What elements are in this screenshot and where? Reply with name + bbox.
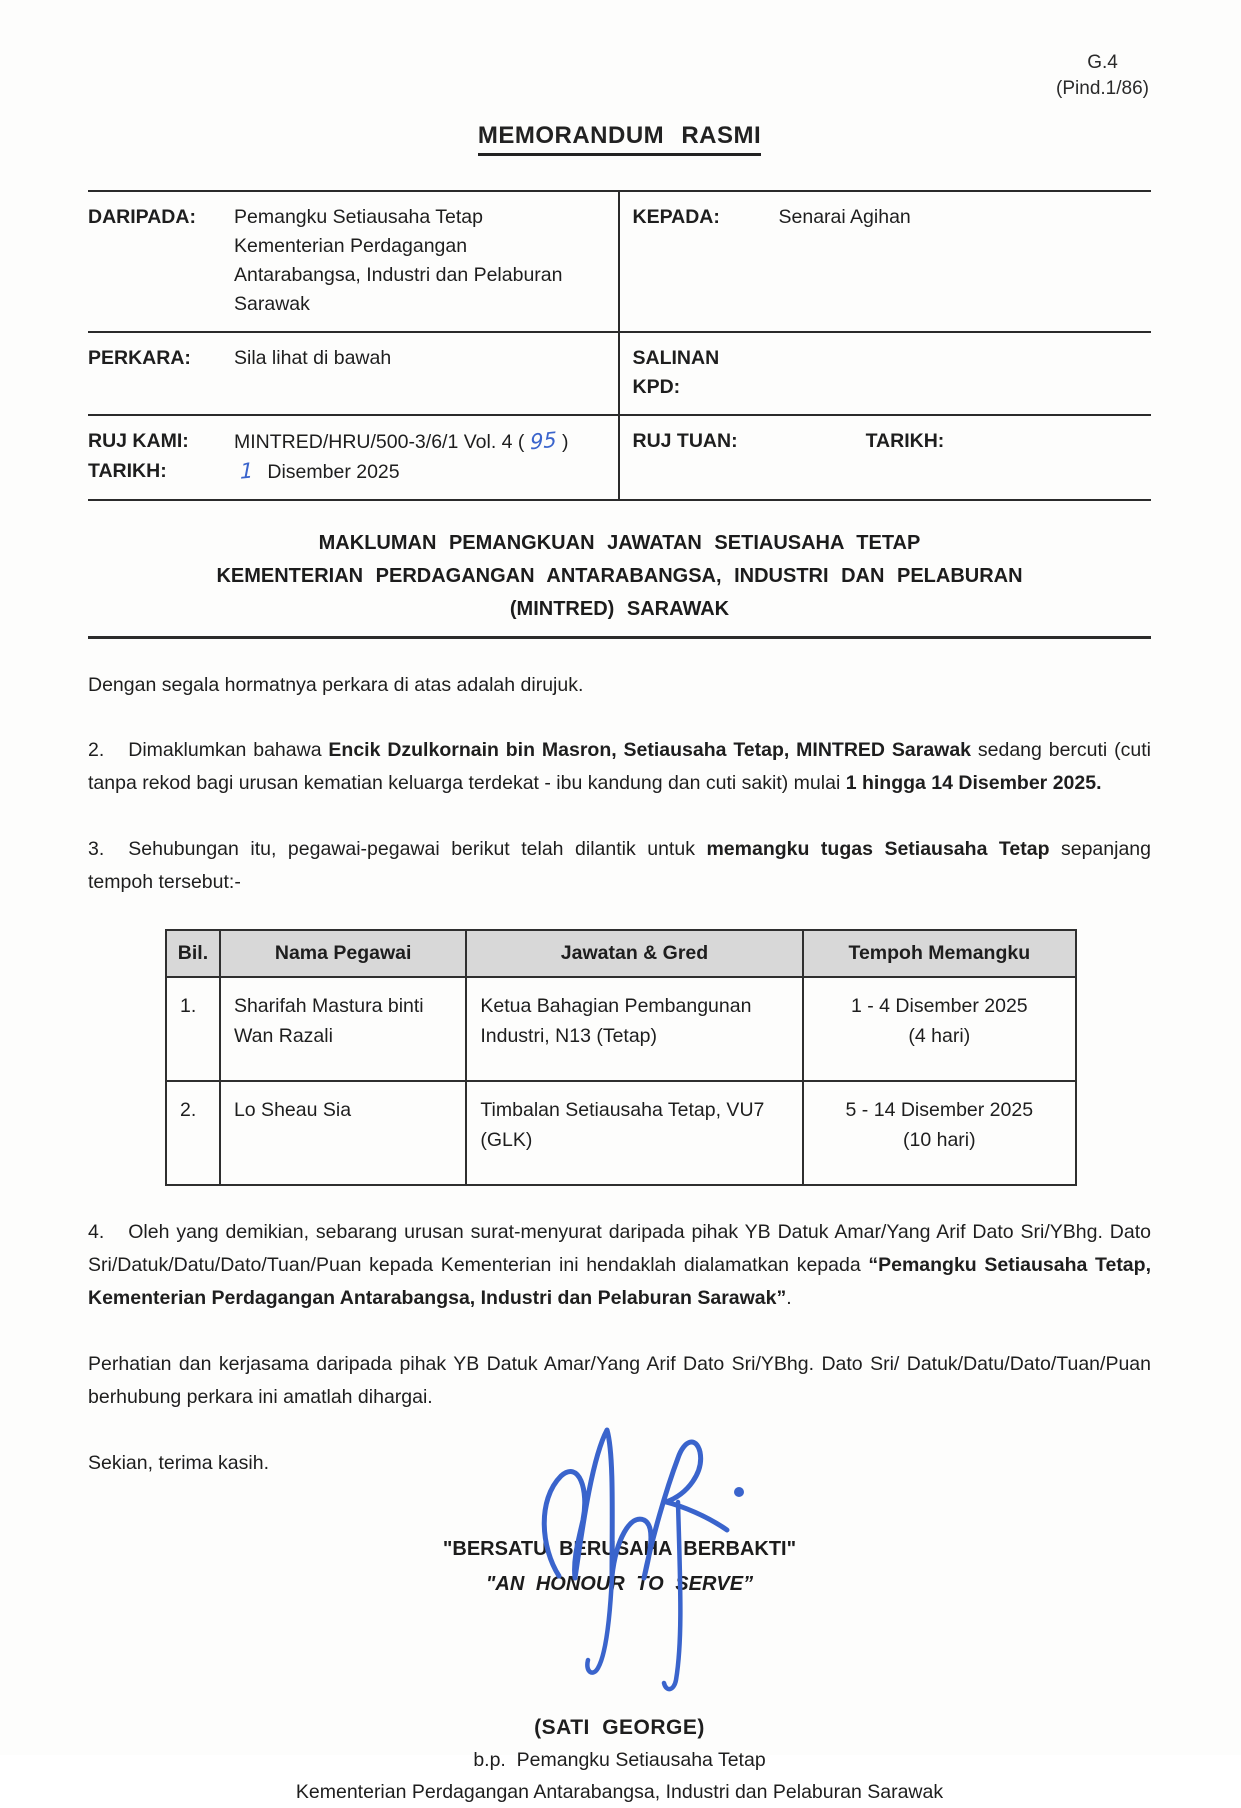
header-bil: Bil. [166,930,220,977]
paragraph-1: Dengan segala hormatnya perkara di atas adalah dirujuk. [88,674,584,696]
cell-nama: Sharifah Mastura binti Wan Razali [220,977,466,1081]
table-row [166,1081,1076,1185]
signatory-title: b.p. Pemangku Setiausaha Tetap [473,1749,766,1771]
form-code-block [1056,50,1149,102]
cell-nama: Lo Sheau Sia [220,1081,466,1185]
kepada-value: Senarai Agihan [778,206,911,228]
memo-header-table [88,190,1151,501]
form-code: G.4 [1087,52,1118,73]
kepada-label: KEPADA: [632,206,720,228]
cell-tempoh: 1 - 4 Disember 2025 (4 hari) [803,977,1076,1081]
page-title: MEMORANDUM RASMI [478,122,761,156]
paragraph-5: Perhatian dan kerjasama daripada pihak YB Datuk Amar/Yang Arif Dato Sri/YBhg. Dato Sri/ Datuk/Datu/Dato/Tuan/Puan berhubung perkara ini amatlah dihargai. [88,1353,1151,1408]
acting-officers-table [165,929,1077,1186]
table-row [166,977,1076,1081]
signatory-block [88,1712,1151,1808]
paragraph-6: Sekian, terima kasih. [88,1452,269,1474]
header-row-perkara-salinan [88,331,1151,414]
subject-line-1: MAKLUMAN PEMANGKUAN JAWATAN SETIAUSAHA TETAP [318,532,921,554]
subject-heading [88,501,1151,639]
daripada-label: DARIPADA: [88,206,196,228]
header-jawatan-gred: Jawatan & Gred [466,930,802,977]
form-revision: (Pind.1/86) [1056,78,1149,99]
perkara-value: Sila lihat di bawah [234,347,392,369]
acting-table-header-row [166,930,1076,977]
daripada-value: Pemangku Setiausaha Tetap Kementerian Perdagangan Antarabangsa, Industri dan Pelaburan Sarawak [234,206,563,315]
ruj-kami-label: RUJ KAMI: [88,430,189,452]
header-row-ruj-tarikh [88,414,1151,499]
cell-jawatan: Ketua Bahagian Pembangunan Industri, N13 (Tetap) [466,977,802,1081]
perkara-label: PERKARA: [88,347,191,369]
cell-bil: 1. [166,977,220,1081]
header-row-daripada-kepada [88,192,1151,331]
cell-tempoh: 5 - 14 Disember 2025 (10 hari) [803,1081,1076,1185]
tarikh-right-label: TARIKH: [865,430,945,452]
motto-line-english: "AN HONOUR TO SERVE” [485,1573,754,1595]
subject-line-3: (MINTRED) SARAWAK [509,598,730,620]
salinan-kpd-label: SALINAN KPD: [632,347,720,398]
motto-line-malay: "BERSATU BERUSAHA BERBAKTI" [442,1538,797,1560]
handwritten-ref-number: 95 [529,427,557,455]
subject-line-2: KEMENTERIAN PERDAGANGAN ANTARABANGSA, INDUSTRI DAN PELABURAN [216,565,1023,587]
header-tempoh-memangku: Tempoh Memangku [803,930,1076,977]
signatory-name: (SATI GEORGE) [534,1716,705,1739]
signatory-org: Kementerian Perdagangan Antarabangsa, Industri dan Pelaburan Sarawak [295,1781,944,1803]
paragraph-3: 3. Sehubungan itu, pegawai-pegawai berikut telah dilantik untuk memangku tugas Setiausaha Tetap sepanjang tempoh tersebut:- [88,838,1151,893]
ruj-kami-value: MINTRED/HRU/500-3/6/1 Vol. 4 ( 95 ) [234,427,569,457]
tarikh-label: TARIKH: [88,460,167,482]
motto-block [88,1532,1151,1602]
cell-jawatan: Timbalan Setiausaha Tetap, VU7 (GLK) [466,1081,802,1185]
ruj-tuan-label: RUJ TUAN: [632,430,738,452]
tarikh-value: 1 Disember 2025 [234,457,400,487]
cell-bil: 2. [166,1081,220,1185]
paragraph-4: 4. Oleh yang demikian, sebarang urusan surat-menyurat daripada pihak YB Datuk Amar/Yang Arif Dato Sri/YBhg. Dato Sri/Datuk/Datu/Dato/Tuan/Puan kepada Kementerian ini hendaklah dialamatkan kepada “Pemangku Setiausaha Tetap, Kementerian Perdagangan Antarabangsa, Industri dan Pelaburan Sarawak”. [88,1221,1151,1309]
handwritten-day: 1 [240,458,254,484]
header-nama-pegawai: Nama Pegawai [220,930,466,977]
paragraph-2: 2. Dimaklumkan bahawa Encik Dzulkornain bin Masron, Setiausaha Tetap, MINTRED Sarawak sedang bercuti (cuti tanpa rekod bagi urusan kematian keluarga terdekat - ibu kandung dan cuti sakit) mulai 1 hingga 14 Disember 2025. [88,739,1151,794]
